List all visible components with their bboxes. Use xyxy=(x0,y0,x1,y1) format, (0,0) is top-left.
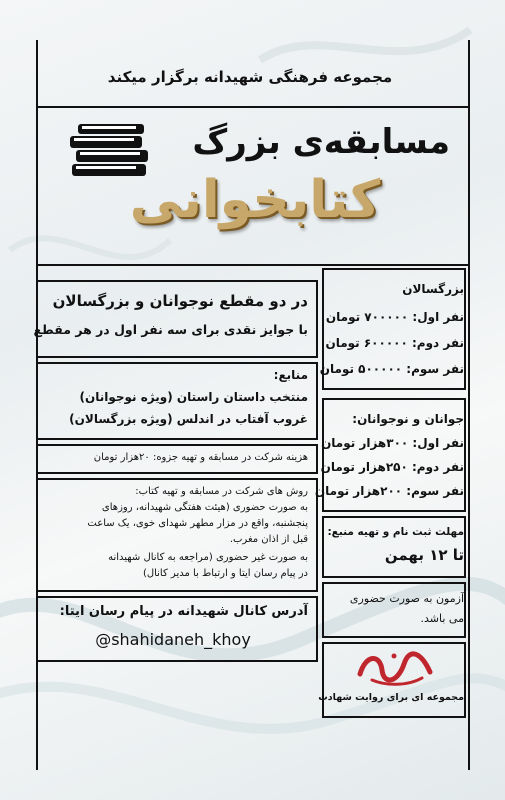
how-line-2: پنجشنبه، واقع در مزار مطهر شهدای خوی، یک ساعت xyxy=(87,518,308,529)
teens-prize-3: نفر سوم: ۲۰۰هزار تومان xyxy=(314,484,464,498)
title-line-1: مسابقه‌ی بزرگ xyxy=(192,122,450,162)
logo-text xyxy=(326,656,464,657)
organizer-line: مجموعه فرهنگی شهیدانه برگزار میکند xyxy=(107,68,393,86)
main-subheading: با جوایز نقدی برای سه نفر اول در هر مقطع xyxy=(33,322,308,337)
header-divider xyxy=(36,106,470,108)
deadline-value: تا ۱۲ بهمن xyxy=(384,546,464,564)
deadline-title: مهلت ثبت نام و تهیه منبع: xyxy=(327,526,464,538)
how-line-4: به صورت غیر حضوری (مراجعه به کانال شهیدانه xyxy=(108,552,308,563)
teens-title: جوانان و نوجوانان: xyxy=(352,412,464,426)
exam-line-1: آزمون به صورت حضوری xyxy=(349,592,464,605)
teens-prize-2: نفر دوم: ۲۵۰هزار تومان xyxy=(320,460,464,474)
sources-title: منابع: xyxy=(273,368,308,382)
adults-prize-1: نفر اول: ۷۰۰۰۰۰ تومان xyxy=(325,310,464,324)
adults-title: بزرگسالان xyxy=(402,282,464,296)
logo-tagline: مجموعه ای برای روایت شهادت xyxy=(318,692,464,703)
adults-prize-3: نفر سوم: ۵۰۰۰۰۰ تومان xyxy=(319,362,464,376)
title-line-2: کتابخوانی xyxy=(129,170,381,230)
how-title: روش های شرکت در مسابقه و تهیه کتاب: xyxy=(135,486,308,497)
title-divider xyxy=(36,264,470,266)
channel-title: آدرس کانال شهیدانه در پیام رسان ایتا: xyxy=(59,604,308,619)
exam-box xyxy=(322,582,466,638)
exam-line-2: می باشد. xyxy=(420,612,464,625)
source-item-1: منتخب داستان راستان (ویژه نوجوانان) xyxy=(79,390,308,404)
adults-prize-2: نفر دوم: ۶۰۰۰۰۰ تومان xyxy=(325,336,464,350)
how-line-3: قبل از اذان مغرب. xyxy=(229,534,308,545)
channel-id[interactable]: @shahidaneh_khoy xyxy=(95,630,251,649)
shahidaneh-logo-icon xyxy=(352,648,438,688)
teens-prize-1: نفر اول: ۳۰۰هزار تومان xyxy=(321,436,464,450)
fee-text: هزینه شرکت در مسابقه و تهیه جزوه: ۲۰هزار تومان xyxy=(93,452,308,463)
main-heading: در دو مقطع نوجوانان و بزرگسالان xyxy=(52,292,308,310)
how-line-5: در پیام رسان ایتا و ارتباط با مدیر کانال) xyxy=(142,568,308,579)
how-line-1: به صورت حضوری (هیئت هفتگی شهیدانه، روزهای xyxy=(101,502,308,513)
source-item-2: غروب آفتاب در اندلس (ویژه بزرگسالان) xyxy=(69,412,308,426)
